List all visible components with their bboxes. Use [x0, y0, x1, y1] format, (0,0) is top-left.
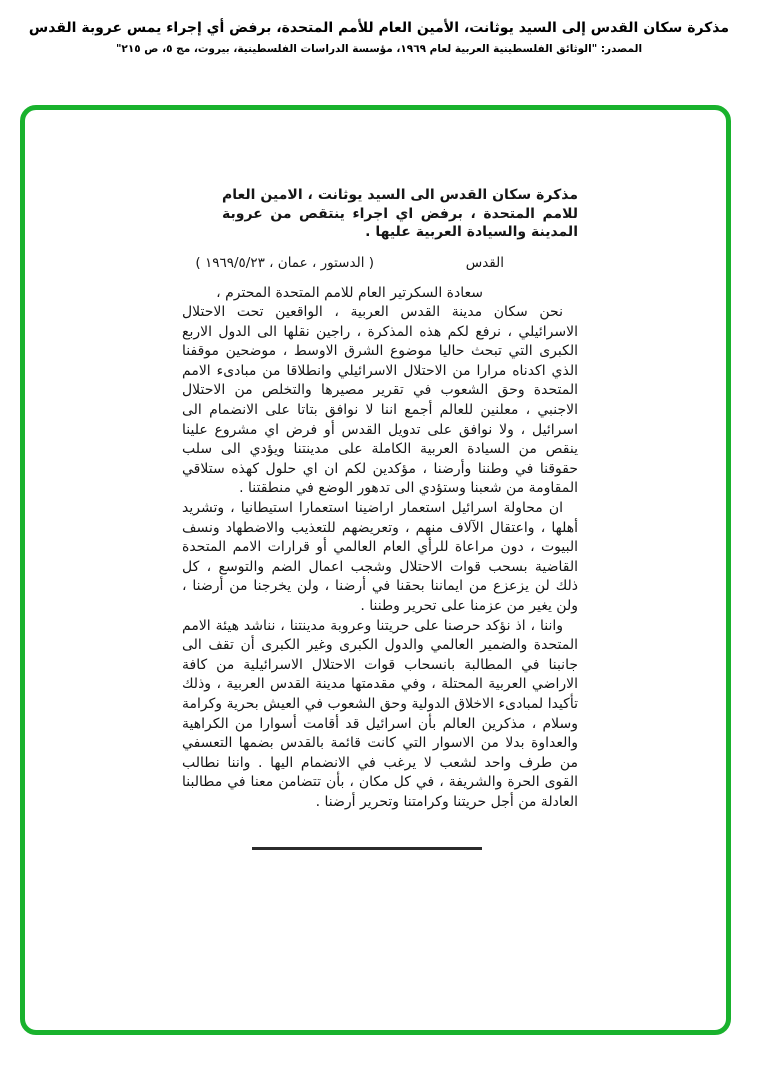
paragraph-1: نحن سكان مدينة القدس العربية ، الواقعين تحت الاحتلال الاسرائيلي ، نرفع لكم هذه المذكرة ، راجين نقلها الى الدول الاربع الكبرى التي تبحث حاليا موضوع الشرق الاوسط ، موضحين موقفنا الذي اكدناه مرارا من الاحتلال الاسرائيلي وانطلاقا من مبادىء الامم المتحدة وحق الشعوب في تقرير مصيرها والتخلص من الاحتلال الاجنبي ، معلنين للعالم أجمع اننا لا نوافق بتاتا على الانضمام الى اسرائيل ، ولا نوافق على تدويل القدس أو فرض اي مشروع علينا ينقص من السيادة العربية الكاملة على مدينتنا ويؤدي الى سلب حقوقنا في وطننا وأرضنا ، مؤكدين لكم ان اي حلول كهذه ستلاقي المقاومة من شعبنا وستؤدي الى تدهور الوضع في منطقتنا .	[182, 304, 578, 497]
dateline-reference: ( الدستور ، عمان ، ١٩٦٩/٥/٢٣ )	[195, 254, 374, 271]
page-title: مذكرة سكان القدس إلى السيد يوثانت، الأمين العام للأمم المتحدة، برفض أي إجراء يمس عروبة القدس	[28, 20, 730, 36]
source-citation: المصدر: "الوثائق الفلسطينية العربية لعام ١٩٦٩، مؤسسة الدراسات الفلسطينية، بيروت، مج ٥، ص ٢١٥"	[115, 43, 643, 55]
page-header	[0, 0, 758, 55]
scan-page	[182, 186, 578, 850]
salutation: سعادة السكرتير العام للامم المتحدة المحترم ،	[216, 284, 483, 301]
footer-divider	[252, 847, 482, 850]
dateline	[182, 255, 578, 275]
paragraph-2: ان محاولة اسرائيل استعمار اراضينا استعمارا استيطانيا ، وتشريد أهلها ، واعتقال الآلاف منهم ، وتعريضهم للتعذيب والاضطهاد ونسف البيوت ، دون مراعاة للرأي العام العالمي أو قرارات الامم المتحدة القاضية بسحب قوات الاحتلال وشجب اعمال الضم والتوسع ، كل ذلك لن يزعزع من ايماننا بحقنا في أرضنا ، ولن يخرجنا من أرضنا ، ولن يغير من عزمنا على تحرير وطننا .	[182, 500, 578, 614]
document-title: مذكرة سكان القدس الى السيد يوثانت ، الامين العام للامم المتحدة ، برفض اي اجراء ينتقص من عروبة المدينة والسيادة العربية عليها .	[222, 187, 578, 240]
document-frame	[20, 105, 731, 1035]
paragraph-3: واننا ، اذ نؤكد حرصنا على حريتنا وعروبة مدينتنا ، نناشد هيئة الامم المتحدة والضمير العالمي والدول الكبرى وغير الكبرى أن تقف الى جانبنا في المطالبة بانسحاب قوات الاحتلال الاسرائيلية من كافة الاراضي العربية المحتلة ، وفي مقدمتها مدينة القدس العربية ، وذلك تأكيدا لمبادىء الاخلاق الدولية وحق الشعوب في العيش بحرية وكرامة وسلام ، مذكرين العالم بأن اسرائيل قد أقامت أسوارا من الكراهية والعداوة بدلا من الاسوار التي كانت قائمة بالقدس بضمها التعسفي من طرف واحد لشعب لا يرغب في الانضمام اليها . واننا نطالب القوى الحرة والشريفة ، في كل مكان ، بأن تتضامن معنا في مطالبنا العادلة من أجل حريتنا وكرامتنا وتحرير أرضنا .	[182, 617, 578, 810]
dateline-city: القدس	[465, 254, 504, 271]
